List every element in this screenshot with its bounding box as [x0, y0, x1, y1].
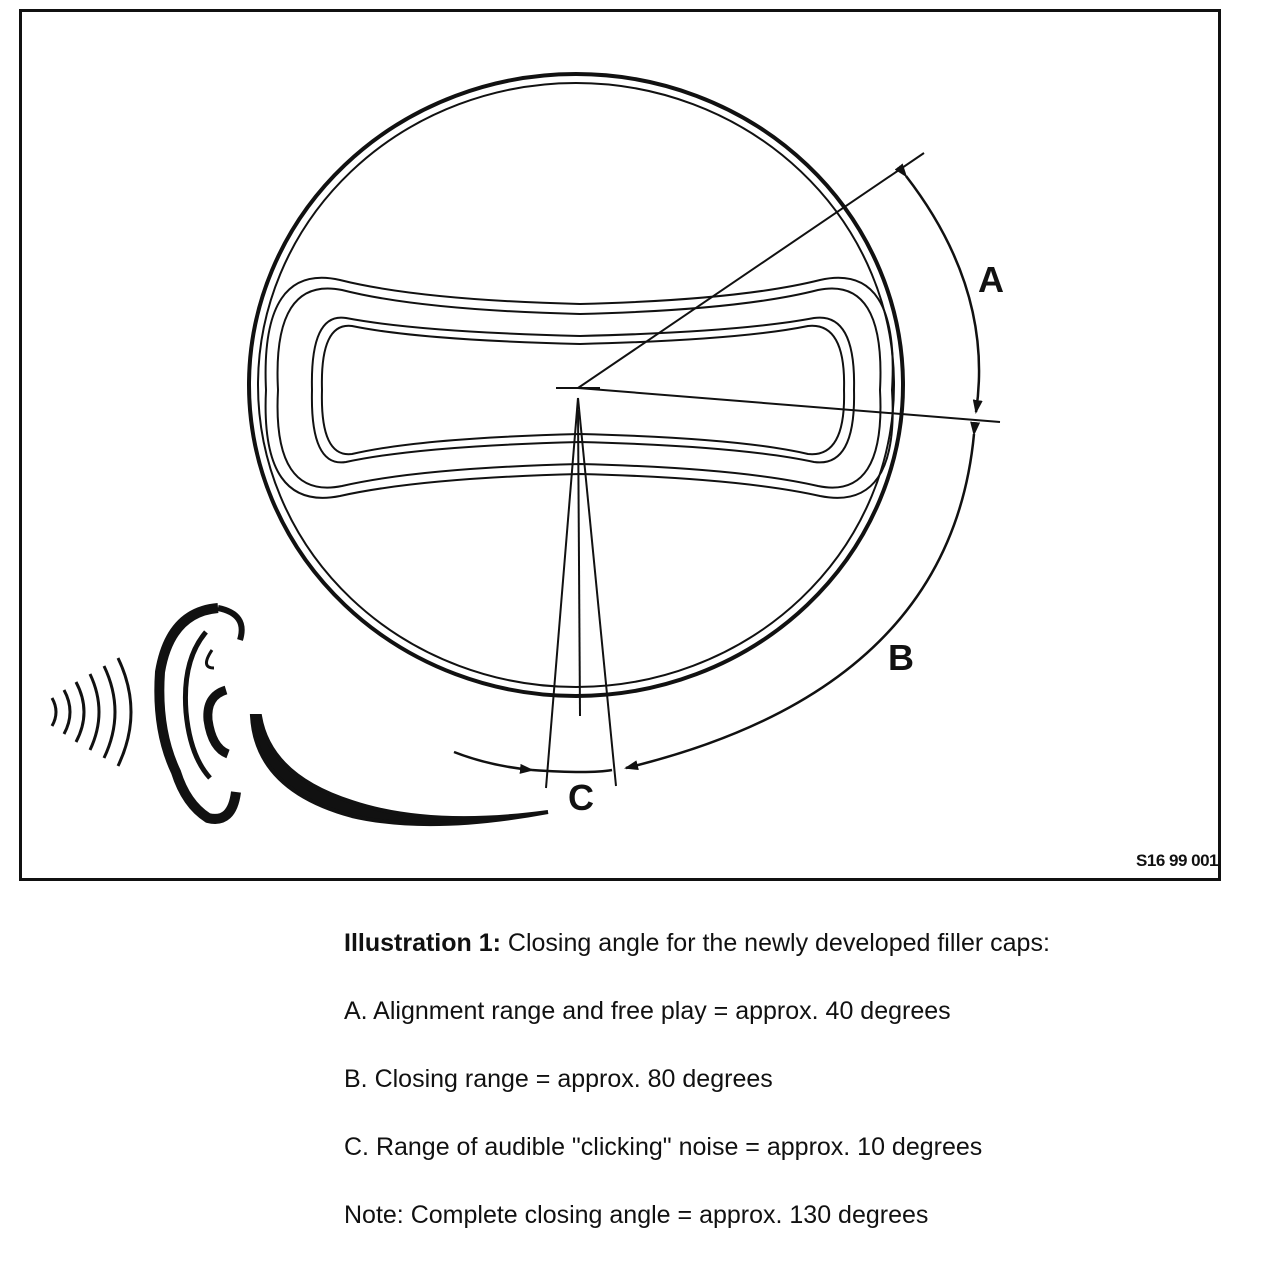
- arc-a: [906, 176, 979, 412]
- filler-cap: [249, 74, 903, 696]
- figure-id: S16 99 001: [1136, 851, 1218, 870]
- caption-title-rest: Closing angle for the newly developed filler caps:: [500, 929, 1050, 957]
- caption-item-a: A. Alignment range and free play = approx. 40 degrees: [344, 997, 951, 1025]
- turning-motion-swoosh: [252, 716, 548, 824]
- arc-c: [454, 752, 532, 770]
- label-b: B: [888, 637, 914, 678]
- caption-note: Note: Complete closing angle = approx. 130 degrees: [344, 1201, 929, 1229]
- arc-c-tail: [532, 770, 612, 772]
- caption-title: [344, 926, 1244, 960]
- caption-title-bold: Illustration 1:: [344, 929, 501, 957]
- label-c: C: [568, 777, 594, 818]
- caption-item-b: B. Closing range = approx. 80 degrees: [344, 1065, 773, 1093]
- arc-b: [626, 434, 974, 768]
- ear-icon: [159, 608, 241, 819]
- label-a: A: [978, 259, 1004, 300]
- caption-item-c: C. Range of audible "clicking" noise = approx. 10 degrees: [344, 1133, 983, 1161]
- sound-waves-icon: [52, 658, 131, 766]
- caption: [344, 926, 1244, 1266]
